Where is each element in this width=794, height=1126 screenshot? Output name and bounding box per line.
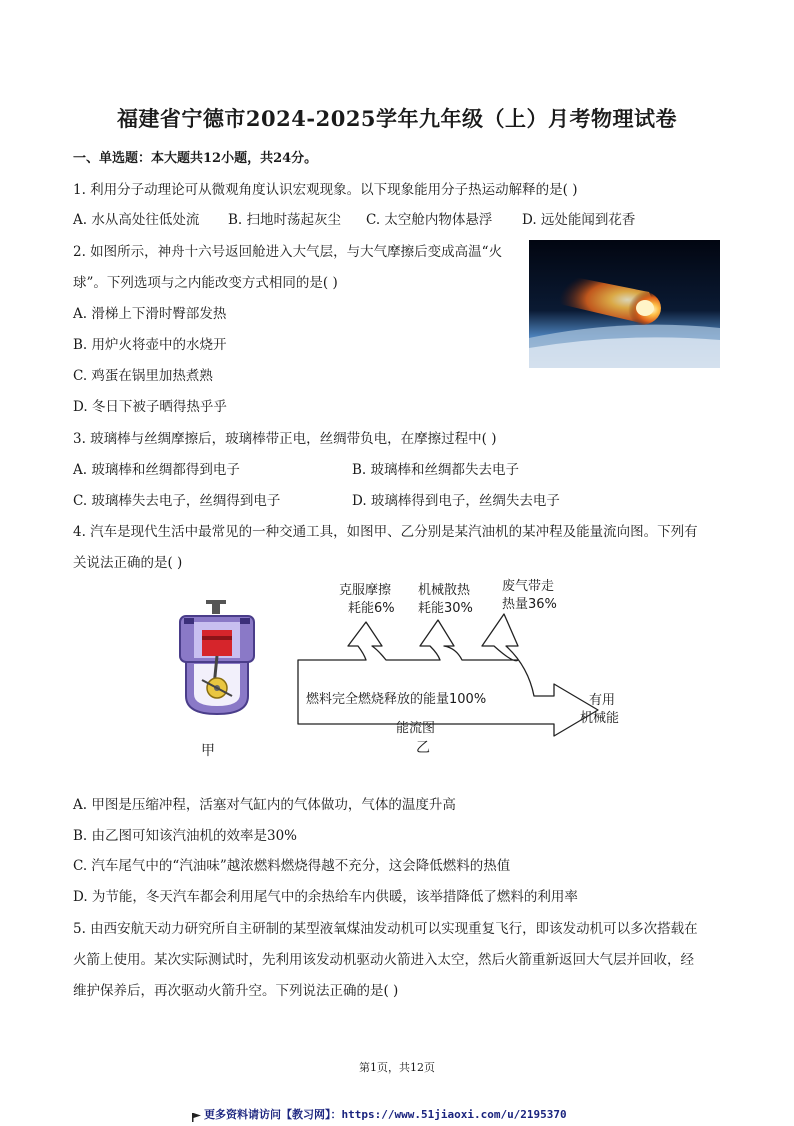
question-3-option-a: A. 玻璃棒和丝绸都得到电子	[73, 462, 240, 478]
flag-icon	[192, 1107, 201, 1116]
page-footer: 第1页，共12页	[359, 1061, 435, 1074]
question-4-option-c: C. 汽车尾气中的“汽油味”越浓燃料燃烧得越不充分，这会降低燃料的热值	[73, 858, 511, 874]
question-4-stem-line2: 关说法正确的是( )	[73, 555, 183, 571]
question-2-option-c: C. 鸡蛋在锅里加热煮熟	[73, 368, 213, 384]
flow-branch3-line2: 热量36%	[502, 597, 557, 612]
flow-branch1-line1: 克服摩擦	[339, 583, 392, 598]
flow-branch2-line2: 耗能30%	[418, 601, 473, 616]
question-1-option-a: A. 水从高处往低处流	[73, 212, 200, 228]
question-1-option-c: C. 太空舱内物体悬浮	[366, 212, 493, 228]
question-2-stem-line2: 球”。下列选项与之内能改变方式相同的是( )	[73, 275, 338, 291]
question-5-stem-line2: 火箭上使用。某次实际测试时，先利用该发动机驱动火箭进入太空，然后火箭重新返回大气层并回收，经	[73, 952, 694, 968]
reentry-capsule-photo	[529, 240, 720, 368]
question-3-option-d: D. 玻璃棒得到电子，丝绸失去电子	[352, 493, 560, 509]
flow-output-line2: 机械能	[580, 711, 620, 726]
question-5-stem-line3: 维护保养后，再次驱动火箭升空。下列说法正确的是( )	[73, 983, 399, 999]
question-3-option-c: C. 玻璃棒失去电子，丝绸得到电子	[73, 493, 281, 509]
question-4-option-a: A. 甲图是压缩冲程，活塞对气缸内的气体做功，气体的温度升高	[73, 797, 456, 813]
flow-output-line1: 有用	[589, 693, 616, 708]
question-4-stem-line1: 4. 汽车是现代生活中最常见的一种交通工具，如图甲、乙分别是某汽油机的某冲程及能量流向图。下列有	[73, 524, 698, 540]
question-4-option-d: D. 为节能，冬天汽车都会利用尾气中的余热给车内供暖，该举措降低了燃料的利用率	[73, 889, 578, 905]
question-1-stem: 1. 利用分子动理论可从微观角度认识宏观现象。以下现象能用分子热运动解释的是( )	[73, 182, 578, 198]
question-2-option-b: B. 用炉火将壶中的水烧开	[73, 337, 227, 353]
page-title: 福建省宁德市2024-2025学年九年级（上）月考物理试卷	[116, 106, 678, 131]
question-3-option-b: B. 玻璃棒和丝绸都失去电子	[352, 462, 520, 478]
flow-branch3-line1: 废气带走	[502, 579, 555, 594]
engine-cylinder-diagram	[178, 600, 256, 720]
question-2-option-a: A. 滑梯上下滑时臀部发热	[73, 306, 227, 322]
question-3-stem: 3. 玻璃棒与丝绸摩擦后，玻璃棒带正电，丝绸带负电，在摩擦过程中( )	[73, 431, 497, 447]
question-2-stem-line1: 2. 如图所示，神舟十六号返回舱进入大气层，与大气摩擦后变成高温“火	[73, 244, 503, 260]
section-header: 一、单选题：本大题共12小题，共24分。	[73, 151, 318, 166]
flow-branch2-line1: 机械散热	[418, 583, 471, 598]
flow-main-label: 燃料完全燃烧释放的能量100%	[306, 692, 487, 707]
flow-branch1-line2: 耗能6%	[348, 601, 395, 616]
question-1-option-b: B. 扫地时荡起灰尘	[228, 212, 342, 228]
question-5-stem-line1: 5. 由西安航天动力研究所自主研制的某型液氧煤油发动机可以实现重复飞行，即该发动机可以多次搭载在	[73, 921, 698, 937]
question-4-option-b: B. 由乙图可知该汽油机的效率是30%	[73, 828, 298, 844]
download-link[interactable]: 更多资料请访问【教习网】：https://www.51jiaoxi.com/u/2195370	[204, 1108, 567, 1121]
figure-yi-label: 乙	[416, 740, 430, 756]
question-2-option-d: D. 冬日下被子晒得热乎乎	[73, 399, 227, 415]
question-1-option-d: D. 远处能闻到花香	[522, 212, 636, 228]
flow-caption: 能流图	[396, 721, 436, 736]
figure-jia-label: 甲	[201, 743, 215, 759]
